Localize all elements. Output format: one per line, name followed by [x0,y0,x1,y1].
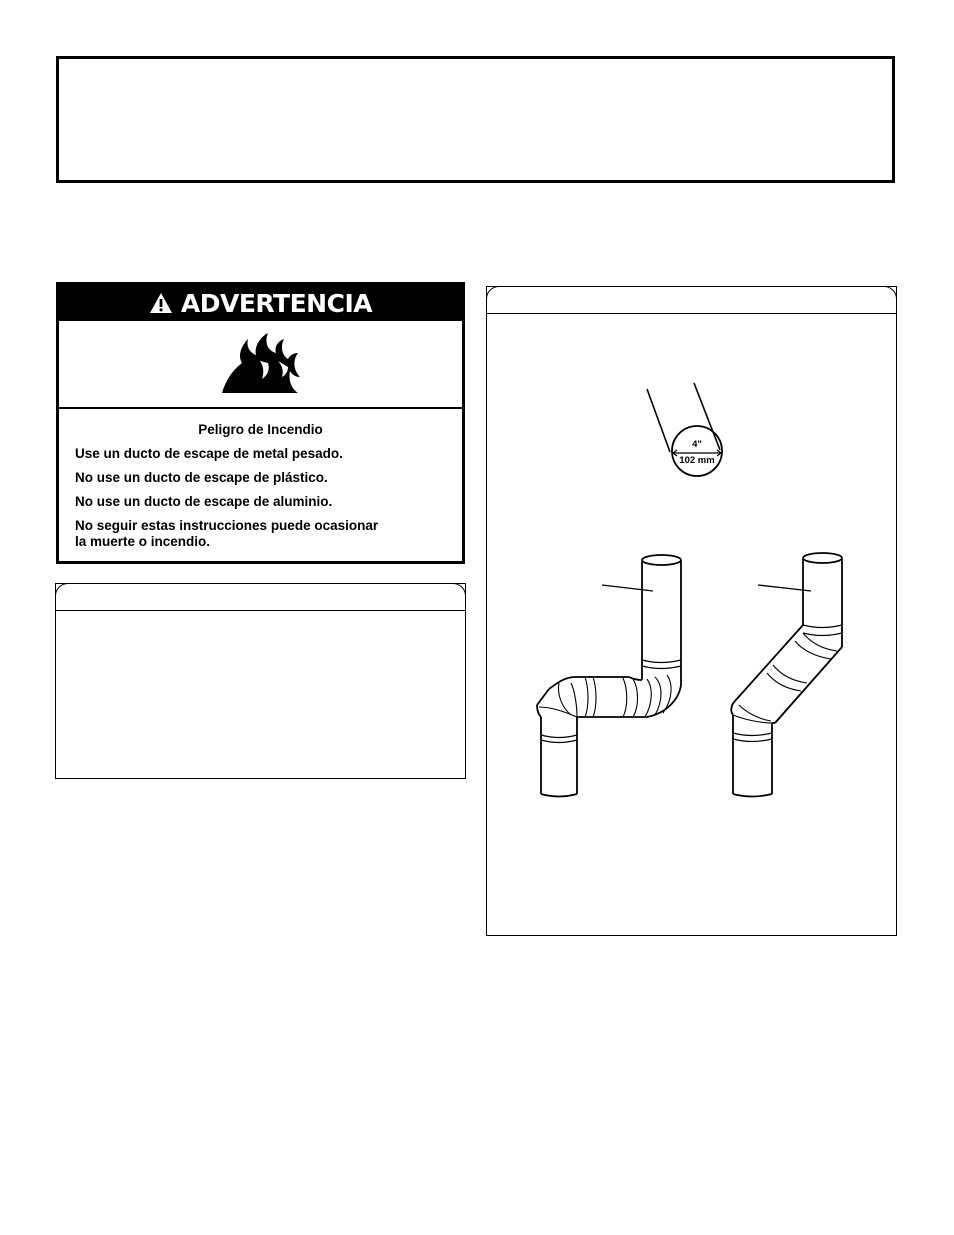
warning-consequence-2: la muerte o incendio. [75,534,211,549]
warning-line-1: Use un ducto de escape de metal pesado. [75,446,343,461]
warning-triangle-icon [149,292,173,314]
warning-consequence-1: No seguir estas instrucciones puede ocasionar [75,518,379,533]
duct-size-inches: 4" [692,439,702,450]
left-info-box [55,583,466,779]
duct-offset-right [731,553,842,797]
leader-line-left [602,585,653,591]
warning-line-2: No use un ducto de escape de plástico. [75,470,328,485]
fire-hazard-icon [216,331,306,397]
duct-figure-box [486,286,897,936]
warning-line-3: No use un ducto de escape de aluminio. [75,494,333,509]
warning-text [59,409,462,550]
left-info-box-tab [55,583,466,611]
duct-illustration [487,287,896,935]
duct-size-mm: 102 mm [679,455,715,466]
duct-offset-left [537,555,681,797]
header-box [56,56,895,183]
warning-heading: Peligro de Incendio [198,422,323,437]
warning-header [59,285,462,321]
warning-title: ADVERTENCIA [180,288,373,318]
warning-panel [56,282,465,564]
fire-hazard-image [59,321,462,409]
